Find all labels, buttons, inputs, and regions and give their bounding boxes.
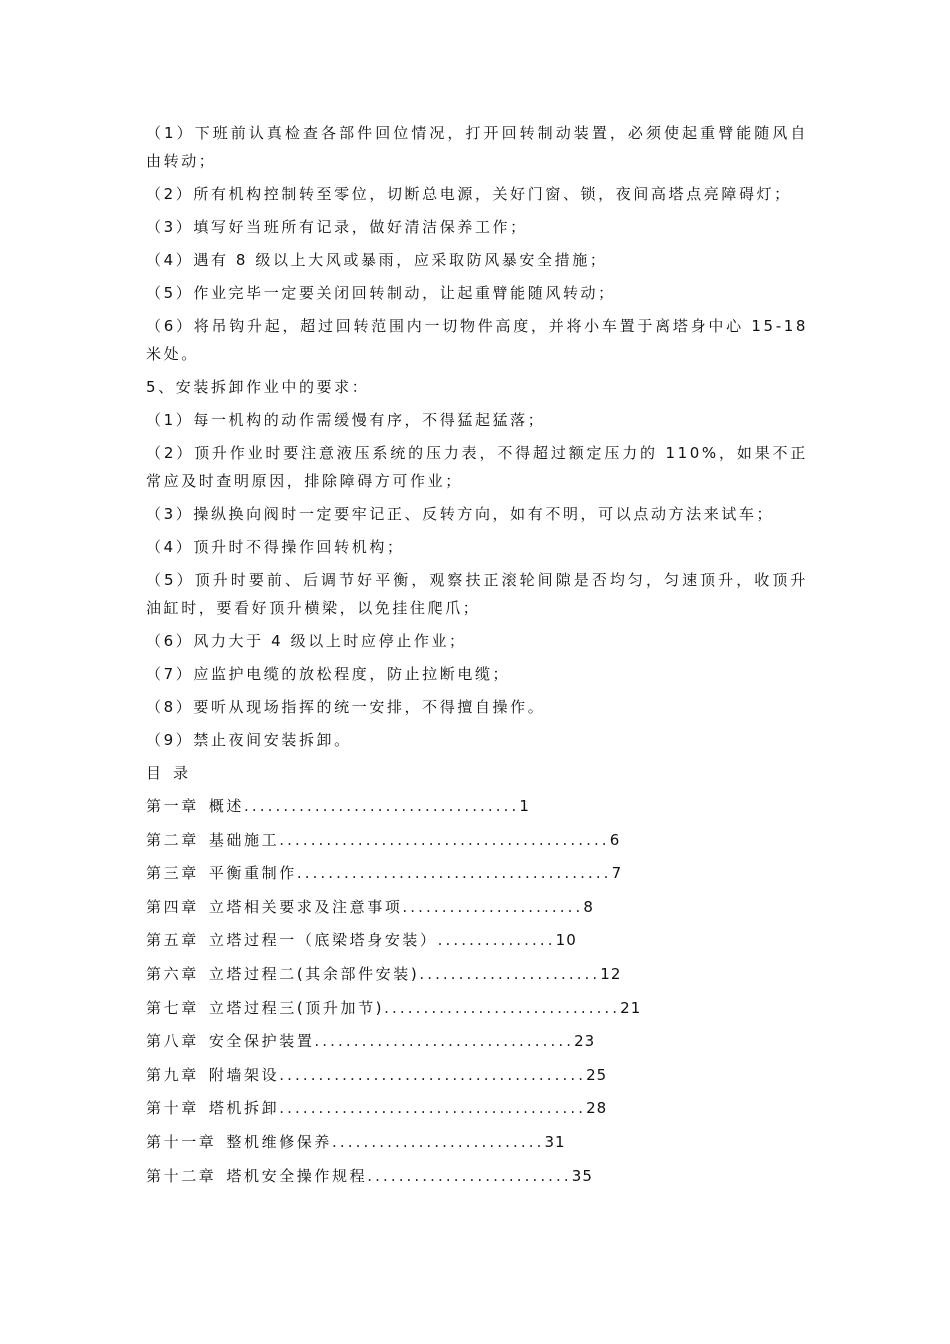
section-5-item-6: （6）风力大于 4 级以上时应停止作业； [146, 632, 467, 650]
toc-leader: .......................... [367, 1166, 572, 1185]
toc-leader: ............... [437, 931, 556, 950]
toc-leader: ....................... [402, 897, 584, 916]
toc-leader: ....................................... [279, 1065, 587, 1084]
toc-leader: ................................. [314, 1032, 575, 1051]
toc-leader: .......................................... [279, 830, 610, 849]
toc-leader: ....................................... [279, 1099, 587, 1118]
toc-page-number: 25 [586, 1065, 608, 1084]
toc-name: 立塔过程三(顶升加节) [208, 998, 385, 1017]
toc-chapter: 第九章 [146, 1065, 199, 1084]
toc-entry[interactable] [146, 1162, 808, 1190]
paragraph-item-3: （3）填写好当班所有记录，做好清洁保养工作； [146, 218, 528, 236]
toc-entry[interactable] [146, 1027, 808, 1055]
toc-name: 基础施工 [208, 830, 280, 849]
toc-entry[interactable] [146, 926, 808, 954]
table-of-contents [146, 792, 808, 1190]
toc-page-number: 31 [544, 1132, 566, 1151]
toc-name: 塔机拆卸 [208, 1099, 280, 1118]
toc-name: 平衡重制作 [208, 864, 297, 883]
toc-leader: ........................... [332, 1132, 545, 1151]
toc-entry[interactable] [146, 826, 808, 854]
toc-page-number: 7 [611, 864, 623, 883]
toc-chapter: 第一章 [146, 797, 199, 815]
toc-name: 立塔过程一（底梁塔身安装） [208, 931, 438, 950]
toc-page-number: 10 [555, 931, 577, 950]
paragraph-item-6: （6）将吊钩升起，超过回转范围内一切物件高度，并将小车置于离塔身中心 15-18 米处。 [146, 317, 808, 363]
toc-name: 安全保护装置 [208, 1032, 315, 1051]
toc-chapter: 第十一章 [146, 1132, 217, 1151]
toc-entry[interactable] [146, 1128, 808, 1156]
section-5-item-7: （7）应监护电缆的放松程度，防止拉断电缆； [146, 665, 511, 683]
toc-chapter: 第三章 [146, 864, 199, 883]
paragraph-item-1: （1）下班前认真检查各部件回位情况，打开回转制动装置，必须使起重臂能随风自由转动； [146, 124, 808, 170]
toc-chapter: 第八章 [146, 1032, 199, 1051]
toc-title: 目录 [146, 764, 201, 782]
paragraph-item-2: （2）所有机构控制转至零位，切断总电源，关好门窗、锁，夜间高塔点亮障碍灯； [146, 185, 792, 203]
section-5-item-4: （4）顶升时不得操作回转机构； [146, 538, 405, 556]
toc-chapter: 第七章 [146, 998, 199, 1017]
toc-entry[interactable] [146, 1094, 808, 1122]
toc-chapter: 第四章 [146, 897, 199, 916]
toc-chapter: 第五章 [146, 931, 199, 950]
toc-entry[interactable] [146, 994, 808, 1022]
toc-page-number: 23 [574, 1032, 596, 1051]
toc-leader: .............................. [384, 998, 621, 1017]
section-5-item-3: （3）操纵换向阀时一定要牢记正、反转方向，如有不明，可以点动方法来试车； [146, 505, 775, 523]
toc-page-number: 8 [583, 897, 594, 916]
toc-name: 附墙架设 [208, 1065, 280, 1084]
section-5-heading: 5、安装拆卸作业中的要求： [146, 378, 370, 396]
section-5-item-9: （9）禁止夜间安装拆卸。 [146, 731, 352, 749]
toc-page-number: 12 [600, 964, 622, 983]
toc-leader: ....................... [419, 964, 601, 983]
paragraph-item-5: （5）作业完毕一定要关闭回转制动，让起重臂能随风转动； [146, 284, 616, 302]
toc-page-number: 28 [586, 1099, 608, 1118]
section-5-item-2: （2）顶升作业时要注意液压系统的压力表，不得超过额定压力的 110%，如果不正常应及时查明原因，排除障碍方可作业； [146, 444, 808, 490]
toc-name: 立塔过程二(其余部件安装) [208, 964, 420, 983]
toc-page-number: 35 [571, 1166, 593, 1185]
toc-entry[interactable] [146, 960, 808, 988]
toc-chapter: 第六章 [146, 964, 199, 983]
toc-chapter: 第十章 [146, 1099, 199, 1118]
toc-page-number: 6 [609, 830, 621, 849]
toc-chapter: 第二章 [146, 830, 199, 849]
paragraph-item-4: （4）遇有 8 级以上大风或暴雨，应采取防风暴安全措施； [146, 251, 608, 269]
toc-entry[interactable] [146, 1061, 808, 1089]
toc-name: 整机维修保养 [226, 1132, 333, 1151]
toc-chapter: 第十二章 [146, 1166, 217, 1185]
toc-name: 立塔相关要求及注意事项 [208, 897, 403, 916]
toc-name: 概述 [208, 797, 245, 815]
section-5-item-1: （1）每一机构的动作需缓慢有序，不得猛起猛落； [146, 411, 546, 429]
toc-leader: ................................... [244, 797, 520, 815]
section-5-item-5: （5）顶升时要前、后调节好平衡，观察扶正滚轮间隙是否均匀，匀速顶升，收顶升油缸时，要看好顶升横梁，以免挂住爬爪； [146, 571, 808, 617]
toc-page-number: 21 [620, 998, 642, 1017]
toc-entry[interactable] [146, 792, 808, 820]
toc-name: 塔机安全操作规程 [226, 1166, 368, 1185]
document-body [146, 119, 808, 1195]
toc-page-number: 1 [519, 797, 530, 815]
toc-leader: ........................................ [296, 864, 612, 883]
toc-entry[interactable] [146, 893, 808, 921]
section-5-item-8: （8）要听从现场指挥的统一安排，不得擅自操作。 [146, 698, 546, 716]
toc-entry[interactable] [146, 859, 808, 887]
